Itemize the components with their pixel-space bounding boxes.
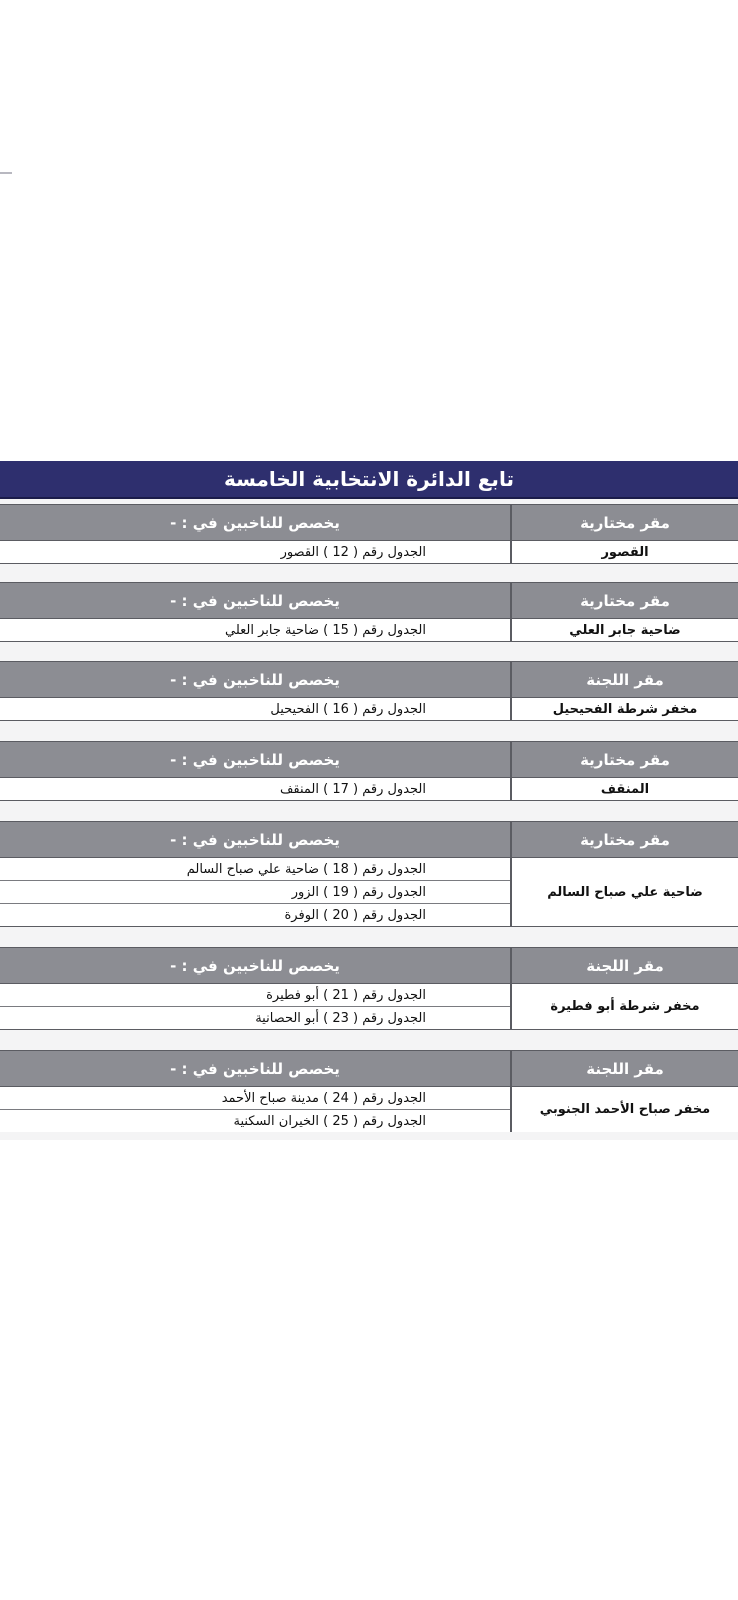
title-bar <box>0 461 738 499</box>
table-header <box>0 582 738 619</box>
table-row: الجدول رقم ( 18 ) ضاحية علي صباح السالم <box>0 858 510 881</box>
voters-header: يخصص للناخبين في : - <box>170 956 340 975</box>
voters-header: يخصص للناخبين في : - <box>170 830 340 849</box>
table-block <box>0 947 738 1030</box>
place-name: ضاحية علي صباح السالم <box>510 858 738 926</box>
table-header <box>0 741 738 778</box>
place-header: مقر مختارية <box>510 505 738 540</box>
voters-header: يخصص للناخبين في : - <box>170 750 340 769</box>
table-rows <box>0 858 510 926</box>
table-header <box>0 1050 738 1087</box>
table-rows <box>0 541 510 563</box>
table-rows <box>0 1087 510 1132</box>
table-row: الجدول رقم ( 23 ) أبو الحصانية <box>0 1007 510 1029</box>
table-block <box>0 1050 738 1132</box>
table-body <box>0 984 738 1030</box>
place-name: المنقف <box>510 778 738 800</box>
election-table-document <box>0 461 738 1140</box>
table-rows <box>0 778 510 800</box>
place-header: مقر اللجنة <box>510 662 738 697</box>
voters-header: يخصص للناخبين في : - <box>170 513 340 532</box>
table-row: الجدول رقم ( 19 ) الزور <box>0 881 510 904</box>
place-header: مقر اللجنة <box>510 948 738 983</box>
table-body <box>0 619 738 642</box>
table-row: الجدول رقم ( 21 ) أبو فطيرة <box>0 984 510 1007</box>
place-name: القصور <box>510 541 738 563</box>
table-body <box>0 858 738 927</box>
table-block <box>0 582 738 642</box>
table-rows <box>0 984 510 1029</box>
table-row: الجدول رقم ( 15 ) ضاحية جابر العلي <box>0 619 510 641</box>
table-row: الجدول رقم ( 24 ) مدينة صباح الأحمد <box>0 1087 510 1110</box>
table-body <box>0 778 738 801</box>
voters-header: يخصص للناخبين في : - <box>170 591 340 610</box>
table-rows <box>0 698 510 720</box>
table-body <box>0 541 738 564</box>
table-block <box>0 741 738 801</box>
place-header: مقر اللجنة <box>510 1051 738 1086</box>
table-row: الجدول رقم ( 17 ) المنقف <box>0 778 510 800</box>
table-body <box>0 1087 738 1132</box>
table-row: الجدول رقم ( 12 ) القصور <box>0 541 510 563</box>
table-header <box>0 947 738 984</box>
place-name: مخفر شرطة الفحيحيل <box>510 698 738 720</box>
place-header: مقر مختارية <box>510 822 738 857</box>
table-block <box>0 504 738 564</box>
table-block <box>0 821 738 927</box>
voters-header: يخصص للناخبين في : - <box>170 670 340 689</box>
place-header: مقر مختارية <box>510 742 738 777</box>
table-row: الجدول رقم ( 16 ) الفحيحيل <box>0 698 510 720</box>
document-title: تابع الدائرة الانتخابية الخامسة <box>224 467 514 491</box>
table-body <box>0 698 738 721</box>
table-rows <box>0 619 510 641</box>
table-row: الجدول رقم ( 25 ) الخيران السكنية <box>0 1110 510 1132</box>
table-header <box>0 504 738 541</box>
place-name: ضاحية جابر العلي <box>510 619 738 641</box>
place-name: مخفر صباح الأحمد الجنوبي <box>510 1087 738 1132</box>
table-header <box>0 661 738 698</box>
table-block <box>0 661 738 721</box>
place-header: مقر مختارية <box>510 583 738 618</box>
place-name: مخفر شرطة أبو فطيرة <box>510 984 738 1029</box>
edge-mark <box>0 172 12 174</box>
table-header <box>0 821 738 858</box>
voters-header: يخصص للناخبين في : - <box>170 1059 340 1078</box>
table-row: الجدول رقم ( 20 ) الوفرة <box>0 904 510 926</box>
